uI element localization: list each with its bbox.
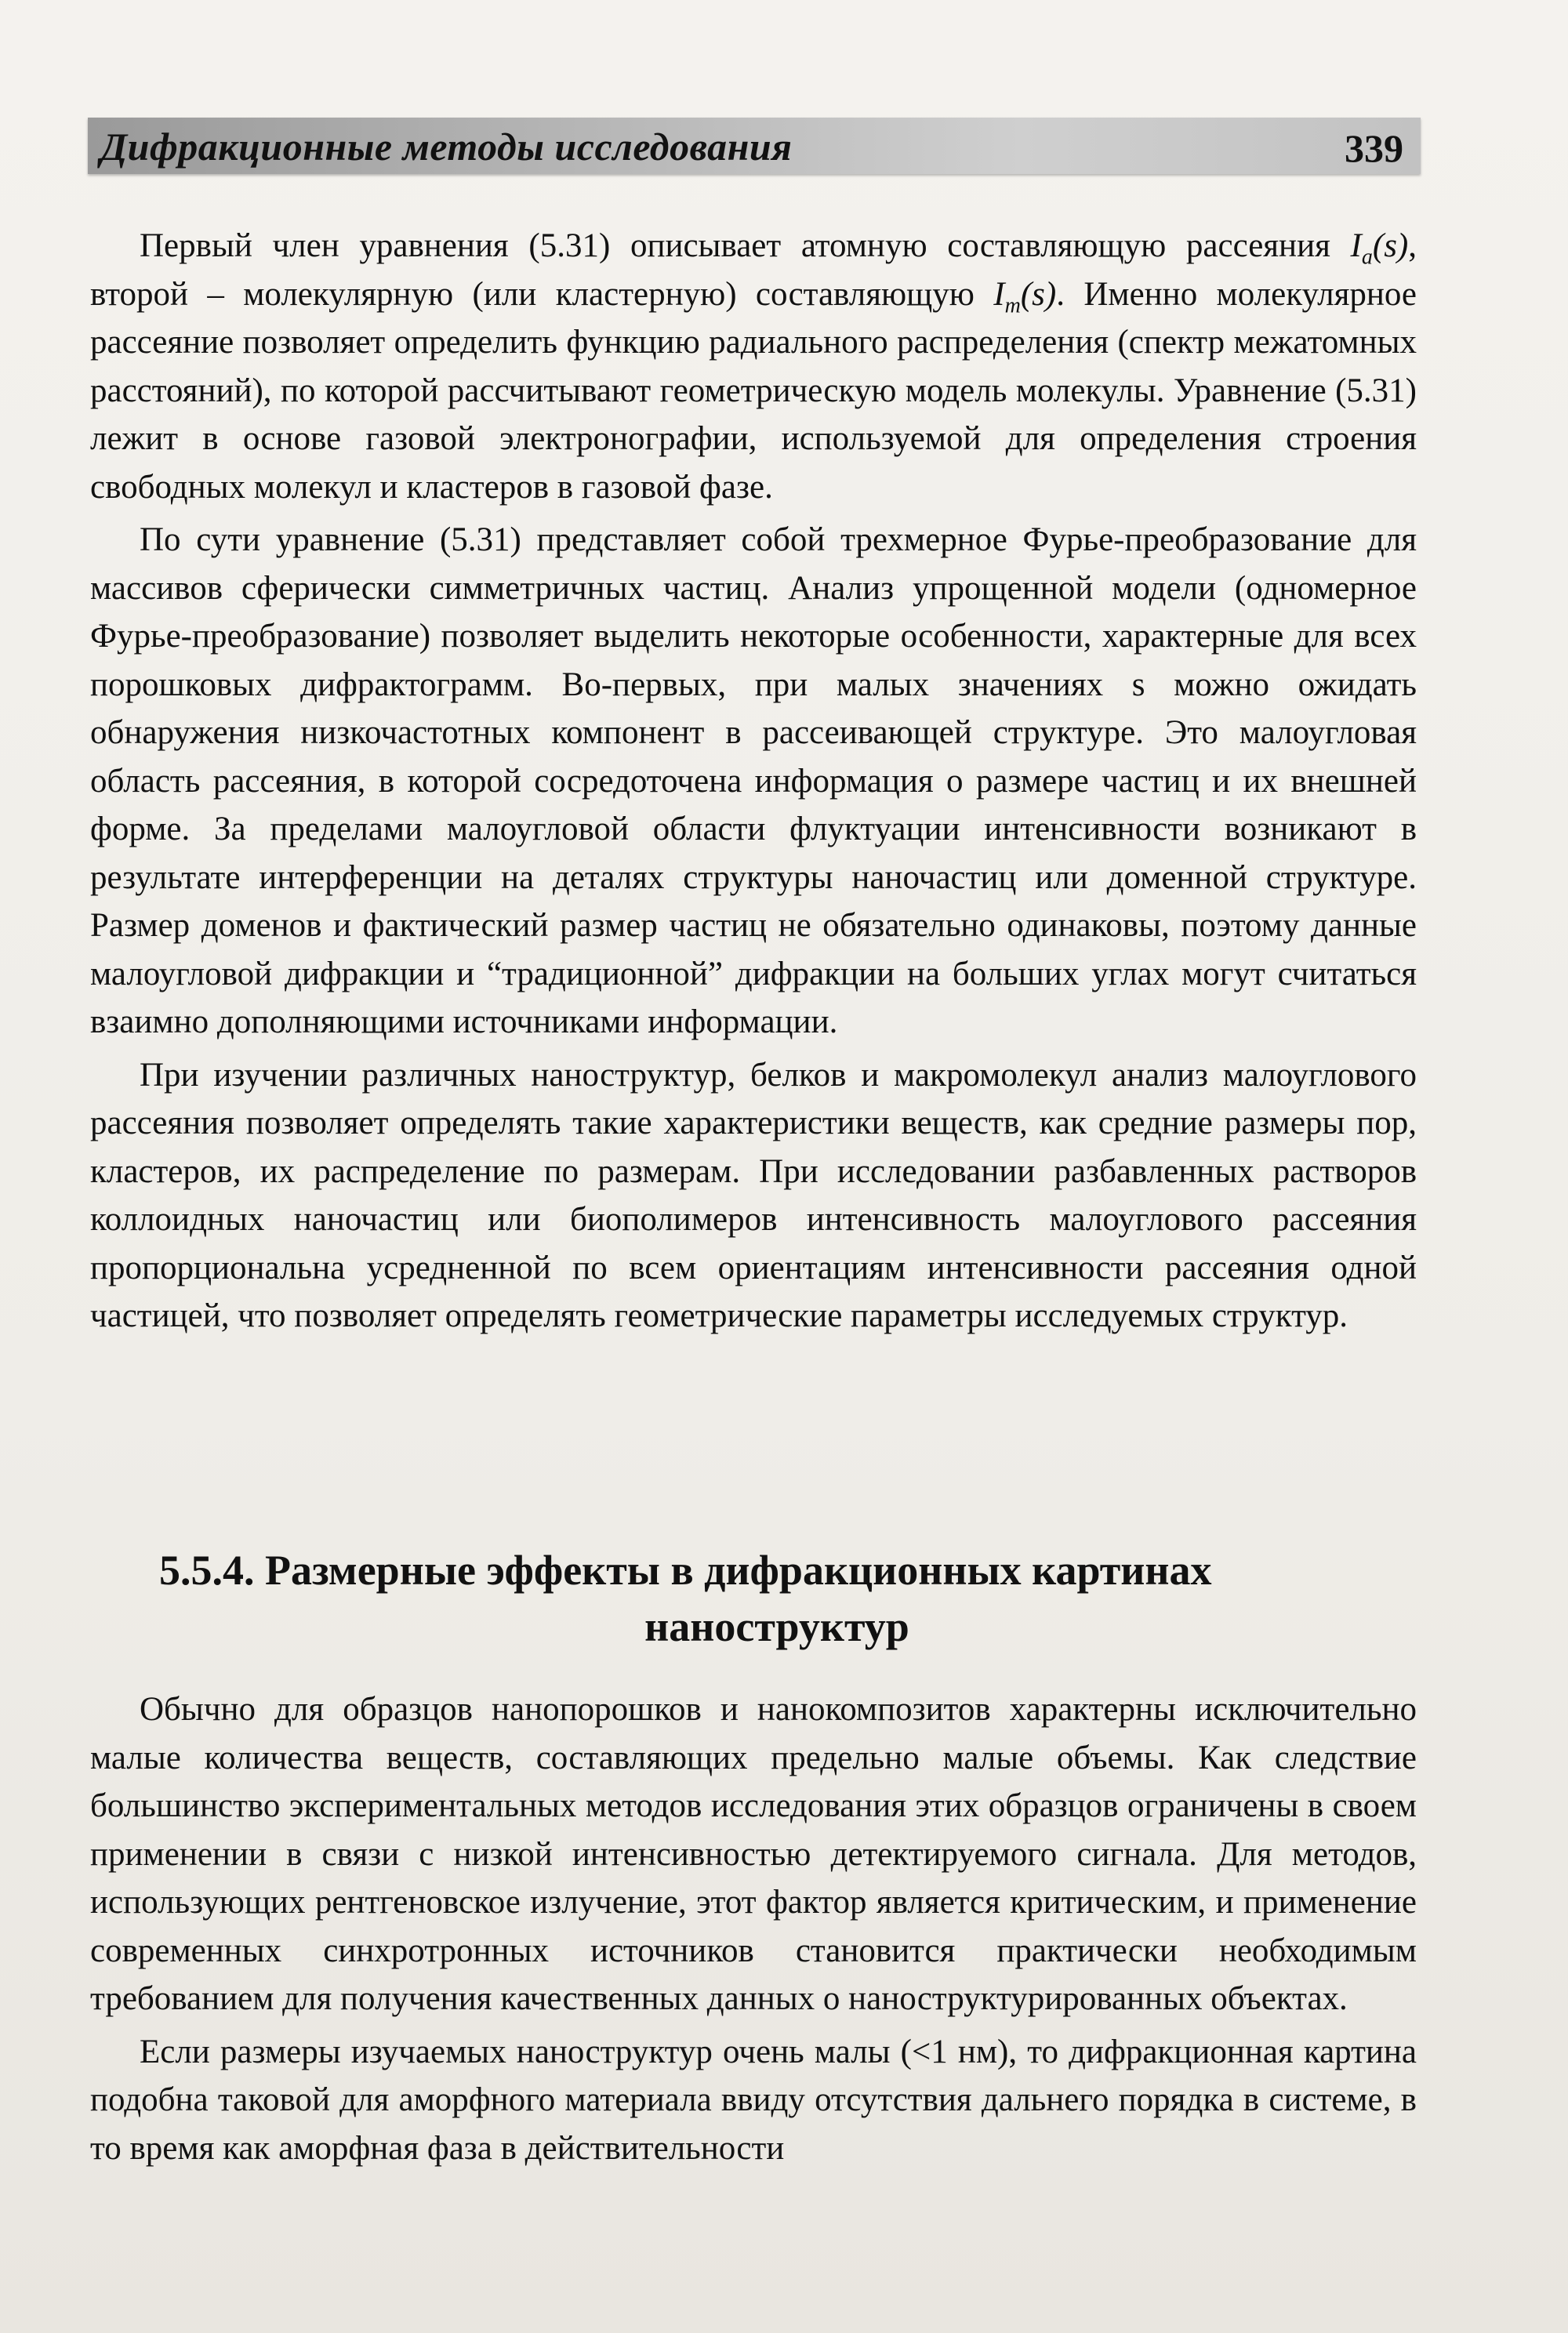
paragraph-2: По сути уравнение (5.31) представляет собой трехмерное Фурье-преобразование для массивов сферически симметричных частиц. Анализ упрощенной модели (одномерное Фурье-преобразование) позволяет выделить некоторые особенности, характерные для всех порошковых дифрактограмм. Во-первых, при малых значениях s можно ожидать обнаружения низкочастотных компонент в рассеивающей структуре. Это малоугловая область рассеяния, в которой сосредоточена информация о размере частиц и их внешней форме. За пределами малоугловой области флуктуации интенсивности возникают в результате интерференции на деталях структуры наночастиц или доменной структуре. Размер доменов и фактический размер частиц не обязательно одинаковы, поэтому данные малоугловой дифракции и “традиционной” дифракции на больших углах могут считаться взаимно дополняющими источниками информации. [90, 521, 1417, 1040]
paragraph-1: Первый член уравнения (5.31) описывает атомную составляющую рассеяния $I_a(s)$, второй – молекулярную (или кластерную) составляющую $I_m(s)$. Именно молекулярное рассеяние позволяет определить функцию радиального распределения (спектр межатомных расстояний), по которой рассчитывают геометрическую модель молекулы. Уравнение (5.31) лежит в основе газовой электронографии, используемой для определения строения свободных молекул и кластеров в газовой фазе. [90, 227, 1417, 506]
page-number: 339 [1345, 126, 1403, 170]
section-heading-line-1 [90, 1542, 1417, 1598]
paragraph-4: Обычно для образцов нанопорошков и нанокомпозитов характерны исключительно малые количества веществ, составляющих предельно малые объемы. Как следствие большинство экспериментальных методов исследования этих образцов ограничены в своем применении в связи с низкой интенсивностью детектируемого сигнала. Для методов, использующих рентгеновское излучение, этот фактор является критическим, и применение современных синхротронных источников становится практически необходимым требованием для получения качественных данных о наноструктурированных объектах. [90, 1691, 1417, 2017]
running-header [88, 118, 1421, 174]
body-text [90, 222, 1417, 1341]
paragraph-5: Если размеры изучаемых наноструктур очень малы (<1 нм), то дифракционная картина подобна таковой для аморфного материала ввиду отсутствия дальнего порядка в системе, в то время как аморфная фаза в действительности [90, 2033, 1417, 2167]
section-body-text [90, 1685, 1417, 2172]
paragraph-3: При изучении различных наноструктур, белков и макромолекул анализ малоуглового рассеяния позволяет определять такие характеристики веществ, как средние размеры пор, кластеров, их распределение по размерам. При исследовании разбавленных растворов коллоидных наночастиц или биополимеров интенсивность малоуглового рассеяния пропорциональна усредненной по всем ориентациям интенсивности рассеяния одной частицей, что позволяет определять геометрические параметры исследуемых структур. [90, 1056, 1417, 1334]
section-heading [90, 1542, 1417, 1655]
section-title-line-1: Размерные эффекты в дифракционных картинах [265, 1547, 1212, 1594]
section-title-line-2: наноструктур [644, 1603, 909, 1650]
running-title: Дифракционные методы исследования [100, 125, 793, 169]
section-number: 5.5.4. [159, 1547, 255, 1594]
